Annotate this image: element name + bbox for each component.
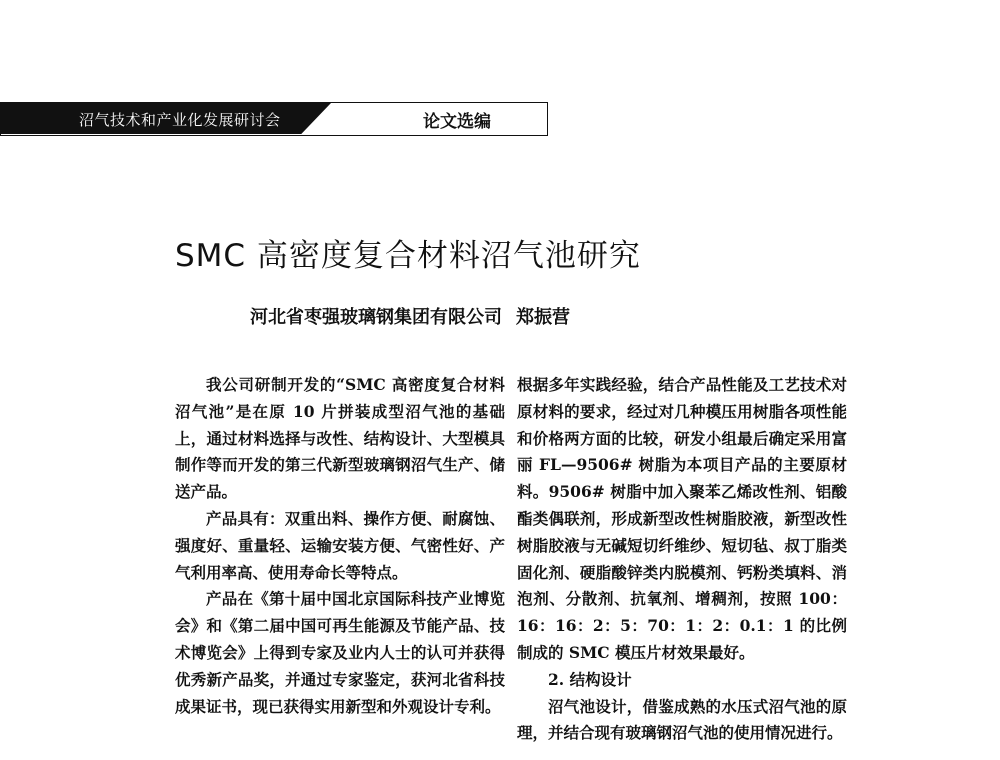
section-heading: 2. 结构设计: [548, 669, 632, 689]
byline: [250, 303, 570, 329]
section-label: 论文选编: [423, 112, 491, 132]
body-column-left: [175, 372, 505, 720]
header-banner: [0, 102, 548, 136]
paragraph: 根据多年实践经验，结合产品性能及工艺技术对原材料的要求，经过对几种模压用树脂各项性能和价格两方面的比较，研发小组最后确定采用富丽 FL—9506# 树脂为本项目产品的主要原材料。9506# 树脂中加入聚苯乙烯改性剂、铝酸酯类偶联剂，形成新型改性树脂胶液，新型改性树脂胶液与无碱短切纤维纱、短切毡、叔丁脂类固化剂、硬脂酸锌类内脱模剂、钙粉类填料、消泡剂、分散剂、抗氧剂、增稠剂，按照 100：16：16：2：5：70：1：2：0.1：1 的比例制成的 SMC 模压片材效果最好。: [517, 375, 847, 662]
paragraph: 我公司研制开发的“SMC 高密度复合材料沼气池”是在原 10 片拼装成型沼气池的基础上，通过材料选择与改性、结构设计、大型模具制作等而开发的第三代新型玻璃钢沼气生产、储送产品。: [175, 375, 505, 502]
author: 郑振营: [516, 307, 570, 328]
body-column-right: [517, 372, 847, 747]
paragraph: 沼气池设计，借鉴成熟的水压式沼气池的原理，并结合现有玻璃钢沼气池的使用情况进行。: [517, 696, 847, 743]
conference-label: 沼气技术和产业化发展研讨会: [79, 111, 281, 129]
affiliation: 河北省枣强玻璃钢集团有限公司: [250, 307, 502, 328]
article-title: SMC 高密度复合材料沼气池研究: [175, 238, 641, 274]
paragraph: 产品在《第十届中国北京国际科技产业博览会》和《第二届中国可再生能源及节能产品、技术博览会》上得到专家及业内人士的认可并获得优秀新产品奖，并通过专家鉴定，获河北省科技成果证书，现已获得实用新型和外观设计专利。: [175, 589, 505, 716]
paragraph: 产品具有：双重出料、操作方便、耐腐蚀、强度好、重量轻、运输安装方便、气密性好、产气利用率高、使用寿命长等特点。: [175, 508, 505, 582]
